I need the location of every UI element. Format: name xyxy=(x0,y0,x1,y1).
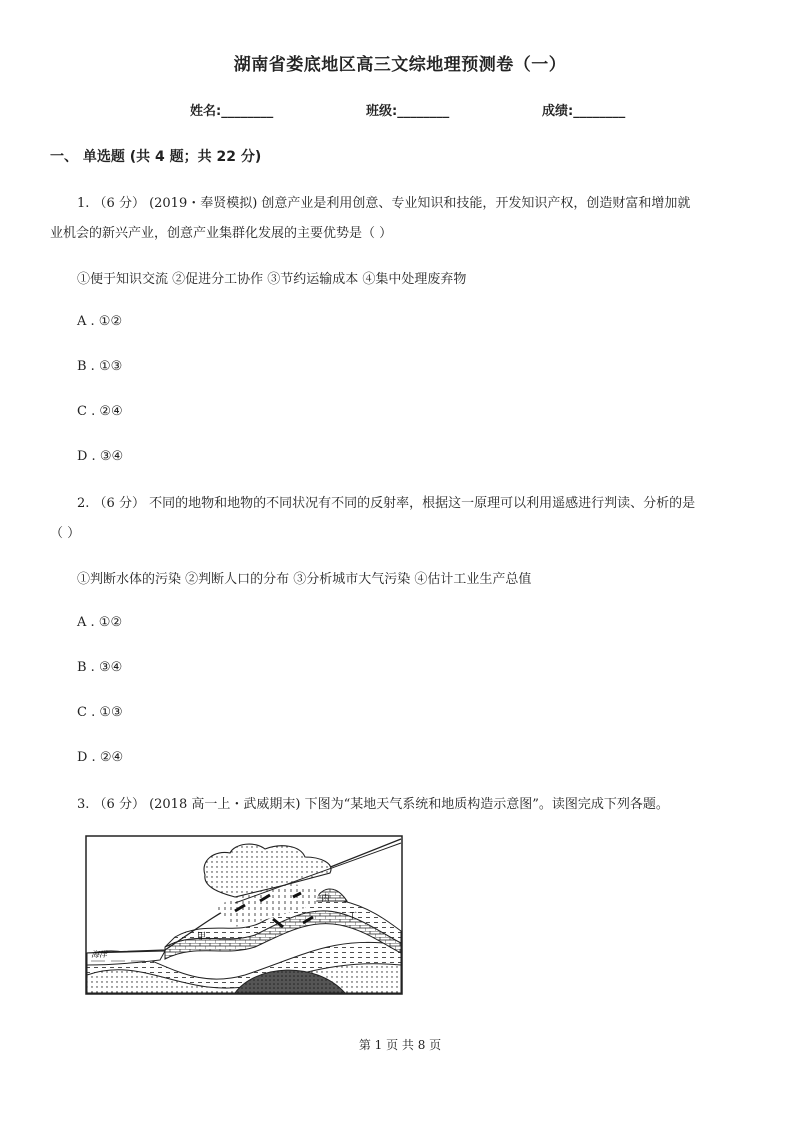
question-2-line-2: （ ） xyxy=(50,526,81,541)
question-1-option-a: A . ①② xyxy=(77,314,123,329)
geology-weather-diagram xyxy=(85,835,403,995)
question-2-option-a: A . ①② xyxy=(77,615,123,630)
figure-label-ocean: 海洋 xyxy=(91,950,107,959)
question-3-line-1: 3. （6 分） (2018 高一上・武威期末) 下图为“某地天气系统和地质构造示意图”。读图完成下列各题。 xyxy=(77,797,669,812)
question-1-statements: ①便于知识交流 ②促进分工协作 ③节约运输成本 ④集中处理废弃物 xyxy=(77,272,467,287)
question-1-option-c: C . ②④ xyxy=(77,404,123,419)
figure-label-bing: 丙 xyxy=(321,894,331,904)
question-2-option-c: C . ①③ xyxy=(77,705,123,720)
score-field-label: 成绩:________ xyxy=(542,104,626,119)
name-field-label: 姓名:________ xyxy=(190,104,274,119)
class-field-label: 班级:________ xyxy=(366,104,450,119)
question-1-option-b: B . ①③ xyxy=(77,359,123,374)
section-title: 一、 单选题 (共 4 题；共 22 分) xyxy=(50,149,262,165)
question-2-option-d: D . ②④ xyxy=(77,750,124,765)
question-1-option-d: D . ③④ xyxy=(77,449,124,464)
question-2-option-b: B . ③④ xyxy=(77,660,123,675)
question-2-statements: ①判断水体的污染 ②判断人口的分布 ③分析城市大气污染 ④估计工业生产总值 xyxy=(77,572,532,587)
figure-label-ding: 丁 xyxy=(348,912,358,922)
page-footer: 第 1 页 共 8 页 xyxy=(358,1038,442,1052)
question-2-line-1: 2. （6 分） 不同的地物和地物的不同状况有不同的反射率，根据这一原理可以利用遥感进行判读、分析的是 xyxy=(77,496,696,511)
question-1-line-1: 1. （6 分） (2019・奉贤模拟) 创意产业是利用创意、专业知识和技能，开发知识产权，创造财富和增加就 xyxy=(77,196,691,211)
figure-label-jia: 甲 xyxy=(197,932,207,942)
question-1-line-2: 业机会的新兴产业，创意产业集群化发展的主要优势是（ ） xyxy=(50,226,393,241)
page-title: 湖南省娄底地区高三文综地理预测卷（一） xyxy=(233,55,567,75)
